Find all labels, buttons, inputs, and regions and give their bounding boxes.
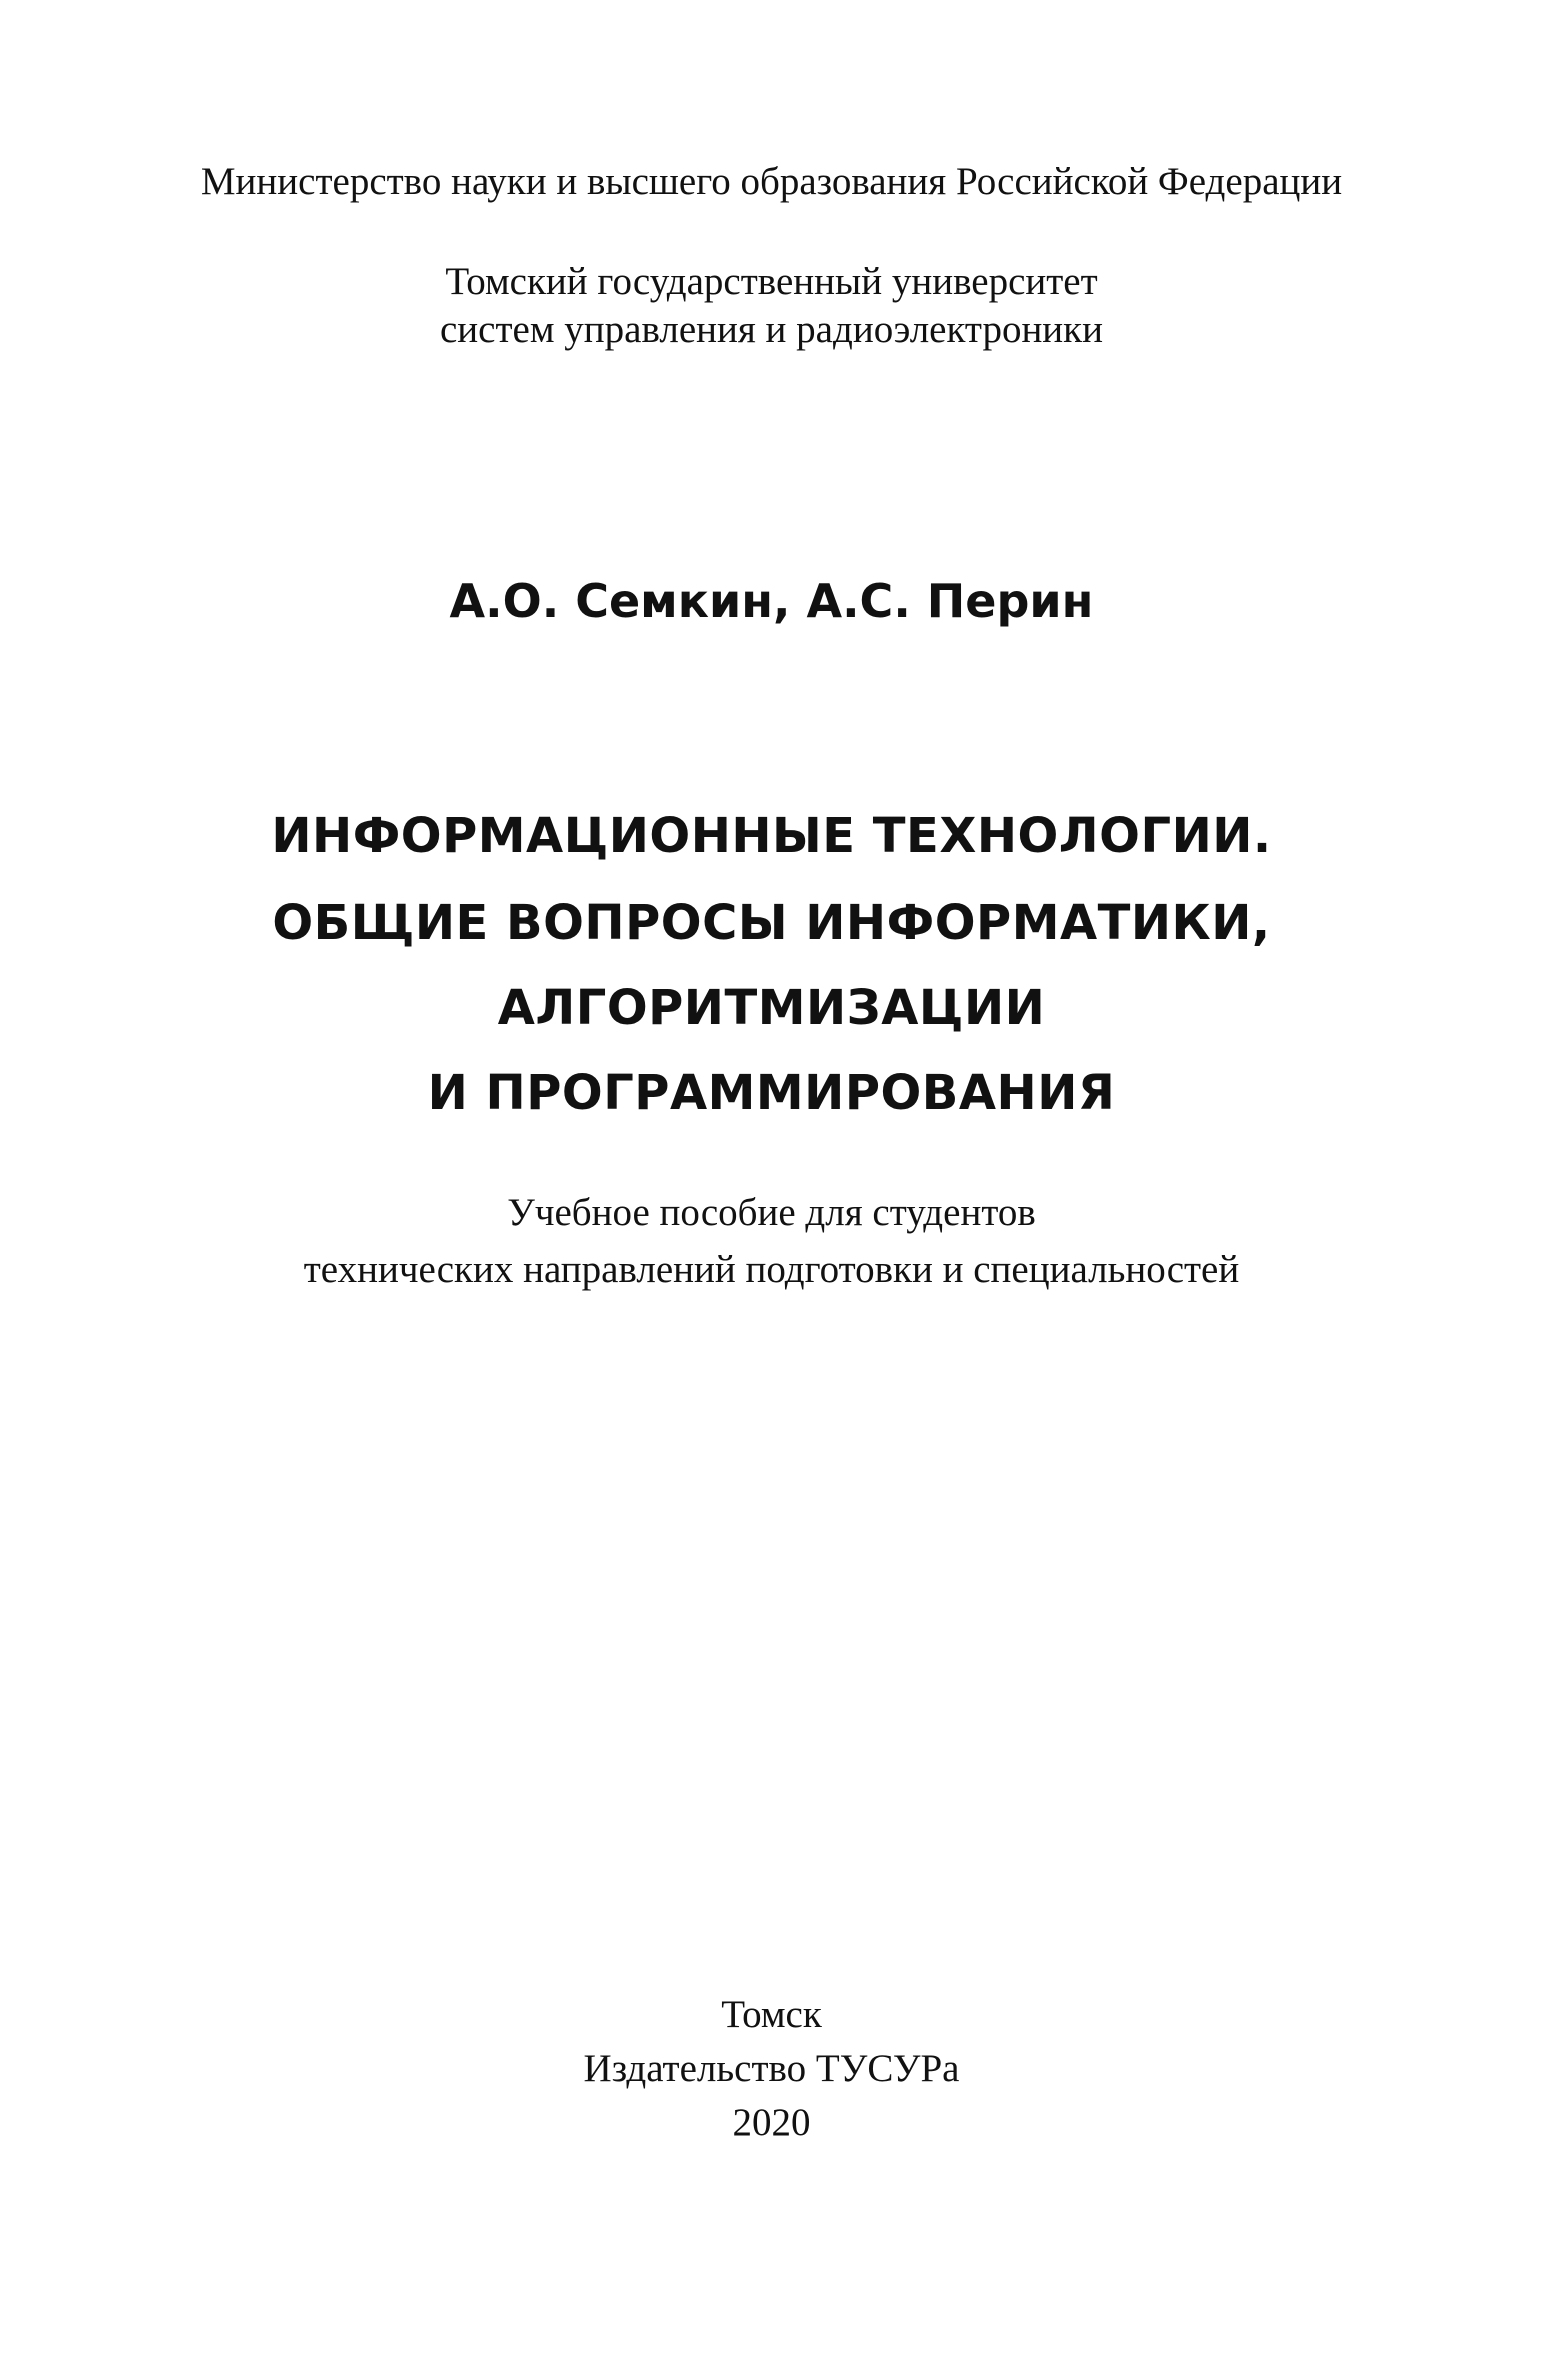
imprint-year: 2020	[732, 2101, 811, 2144]
imprint-publisher: Издательство ТУСУРа	[583, 2047, 960, 2090]
university-name-line-2: систем управления и радиоэлектроники	[440, 308, 1103, 351]
book-title-line-1: ИНФОРМАЦИОННЫЕ ТЕХНОЛОГИИ.	[271, 808, 1272, 864]
subtitle-line-2: технических направлений подготовки и специальностей	[303, 1248, 1240, 1291]
imprint-city: Томск	[721, 1993, 822, 2036]
ministry-name: Министерство науки и высшего образования Российской Федерации	[200, 160, 1343, 203]
university-name-line-1: Томский государственный университет	[445, 260, 1098, 303]
authors: А.О. Семкин, А.С. Перин	[449, 574, 1094, 628]
book-title-line-2: ОБЩИЕ ВОПРОСЫ ИНФОРМАТИКИ,	[272, 895, 1271, 951]
book-title-line-3: АЛГОРИТМИЗАЦИИ	[497, 980, 1046, 1036]
book-title-line-4: И ПРОГРАММИРОВАНИЯ	[427, 1065, 1116, 1121]
subtitle-line-1: Учебное пособие для студентов	[507, 1191, 1036, 1234]
